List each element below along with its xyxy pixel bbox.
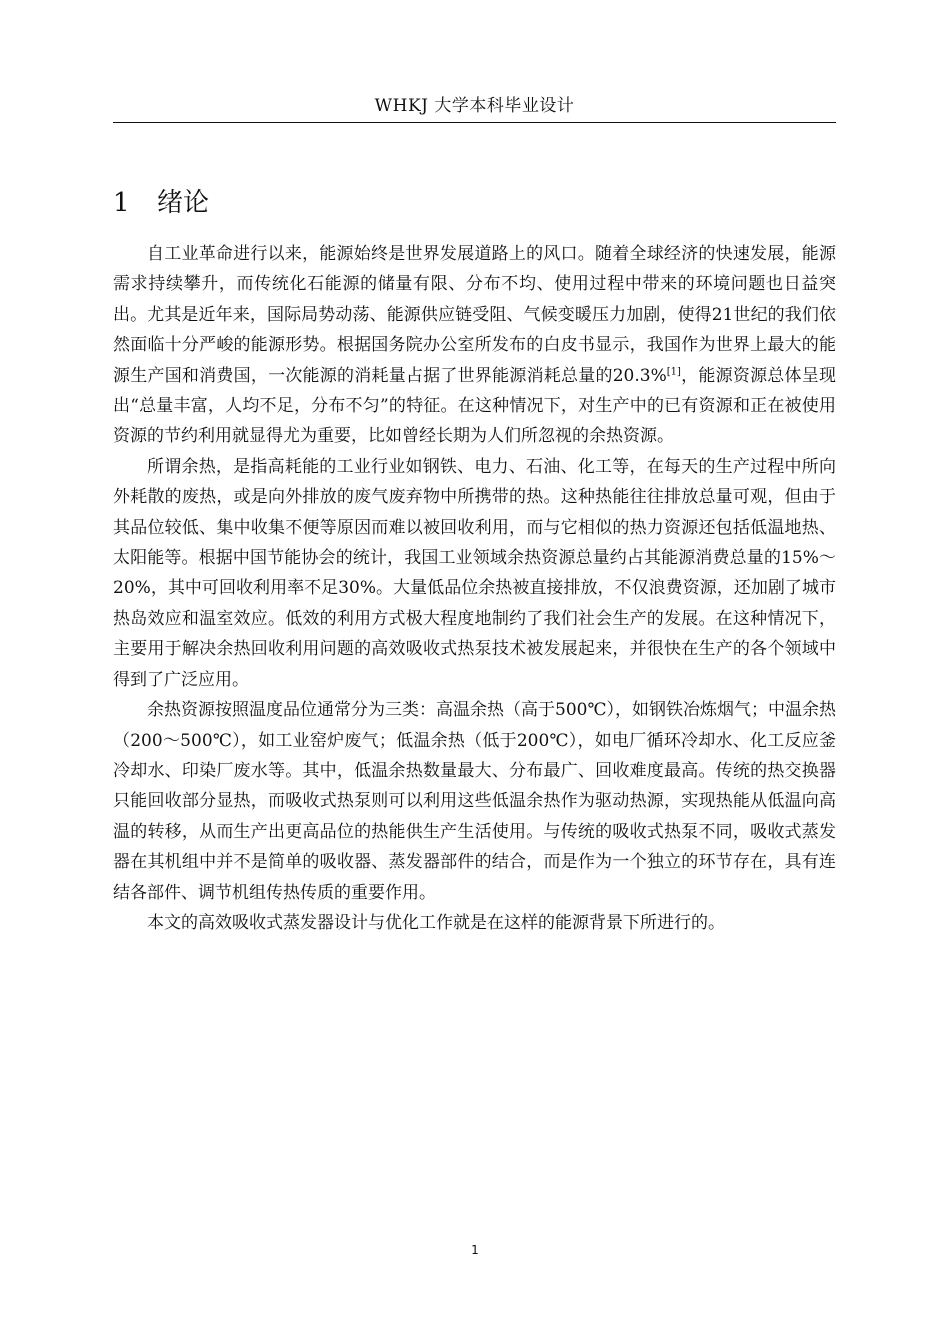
paragraph-3: 余热资源按照温度品位通常分为三类：高温余热（高于500℃），如钢铁冶炼烟气；中温余热（200～500℃），如工业窑炉废气；低温余热（低于200℃），如电厂循环冷却水、化工反应釜冷却水、印染厂废水等。其中，低温余热数量最大、分布最广、回收难度最高。传统的热交换器只能回收部分显热，而吸收式热泵则可以利用这些低温余热作为驱动热源，实现热能从低温向高温的转移，从而生产出更高品位的热能供生产生活使用。与传统的吸收式热泵不同，吸收式蒸发器在其机组中并不是简单的吸收器、蒸发器部件的结合，而是作为一个独立的环节存在，具有连结各部件、调节机组传热传质的重要作用。 [113,700,836,903]
paragraph-4: 本文的高效吸收式蒸发器设计与优化工作就是在这样的能源背景下所进行的。 [147,912,725,933]
page-header: WHKJ 大学本科毕业设计 [374,96,575,116]
paragraph-1-text-cont: ，能源资源总体呈现出“总量丰富，人均不足，分布不匀”的特征。在这种情况下，对生产中的已有资源和正在被使用资源的节约利用就显得尤为重要，比如曾经长期为人们所忽视的余热资源。 [113,365,836,447]
header-divider [113,122,836,123]
chapter-heading [113,185,209,221]
chapter-number: 1 [113,188,130,219]
page-number: 1 [471,1243,479,1257]
paragraph-1 [113,239,836,452]
paragraph-1-text: 自工业革命进行以来，能源始终是世界发展道路上的风口。随着全球经济的快速发展，能源需求持续攀升，而传统化石能源的储量有限、分布不均、使用过程中带来的环境问题也日益突出。尤其是近年来，国际局势动荡、能源供应链受阻、气候变暖压力加剧，使得21世纪的我们依然面临十分严峻的能源形势。根据国务院办公室所发布的白皮书显示，我国作为世界上最大的能源生产国和消费国，一次能源的消耗量占据了世界能源消耗总量的20.3% [113,244,836,386]
citation-1: [1] [666,365,681,377]
body-text [113,239,836,938]
paragraph-2: 所谓余热，是指高耗能的工业行业如钢铁、电力、石油、化工等，在每天的生产过程中所向外耗散的废热，或是向外排放的废气废弃物中所携带的热。这种热能往往排放总量可观，但由于其品位较低、集中收集不便等原因而难以被回收利用，而与它相似的热力资源还包括低温地热、太阳能等。根据中国节能协会的统计，我国工业领域余热资源总量约占其能源消费总量的15%～20%，其中可回收利用率不足30%。大量低品位余热被直接排放，不仅浪费资源，还加剧了城市热岛效应和温室效应。低效的利用方式极大程度地制约了我们社会生产的发展。在这种情况下，主要用于解决余热回收利用问题的高效吸收式热泵技术被发展起来，并很快在生产的各个领域中得到了广泛应用。 [113,456,836,690]
chapter-title: 绪论 [157,188,210,219]
